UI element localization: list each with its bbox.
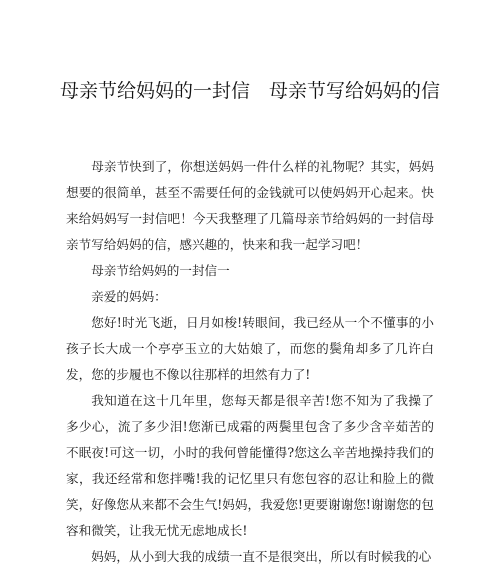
document-body [66, 154, 434, 570]
document-title: 母亲节给妈妈的一封信 母亲节写给妈妈的信 [59, 80, 440, 102]
intro-paragraph: 母亲节快到了，你想送妈妈一件什么样的礼物呢？其实，妈妈想要的很简单，甚至不需要任何的金钱就可以使妈妈开心起来。快来给妈妈写一封信吧！今天我整理了几篇母亲节给妈妈的一封信母亲节写给妈妈的信，感兴趣的，快来和我一起学习吧！ [66, 159, 434, 252]
letter-paragraph: 妈妈，从小到大我的成绩一直不是很突出，所以有时候我的心 [91, 549, 432, 564]
salutation: 亲爱的妈妈： [91, 289, 167, 304]
letter-paragraph: 您好!时光飞逝，日月如梭!转眼间，我已经从一个不懂事的小孩子长大成一个亭亭玉立的大姑娘了，而您的鬓角却多了几许白发，您的步履也不像以往那样的坦然有力了! [66, 315, 434, 382]
section-heading: 母亲节给妈妈的一封信一 [91, 263, 230, 278]
letter-paragraph: 我知道在这十几年里，您每天都是很辛苦!您不知为了我操了多少心，流了多少泪!您渐已成霜的两鬓里包含了多少含辛茹苦的不眠夜!可这一切，小时的我何曾能懂得?您这么辛苦地操持我们的家，我还经常和您拌嘴!我的记忆里只有您包容的忍让和脸上的微笑，好像您从来都不会生气!妈妈，我爱您!更要谢谢您!谢谢您的包容和微笑，让我无忧无虑地成长! [66, 393, 434, 538]
